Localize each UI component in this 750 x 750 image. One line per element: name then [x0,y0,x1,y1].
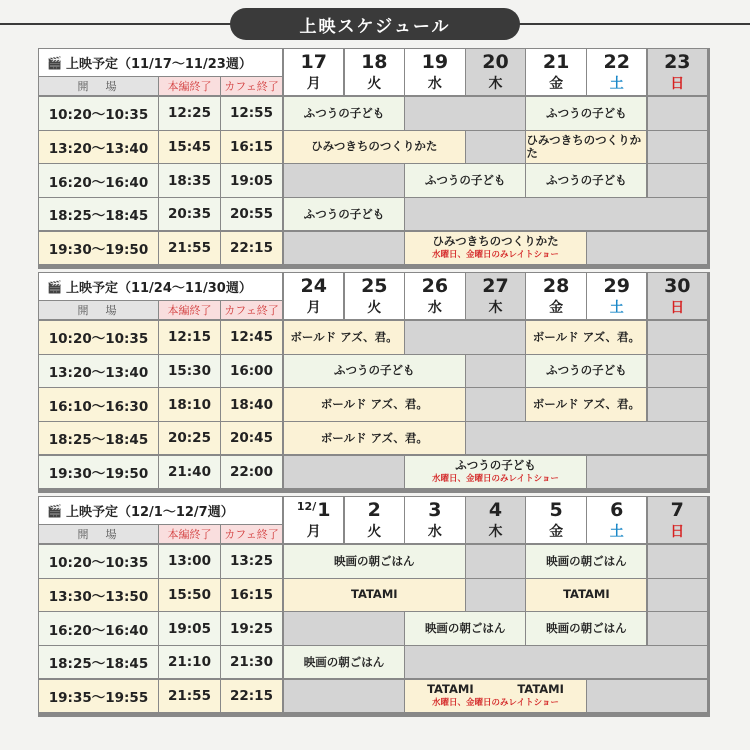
empty-slot [284,456,404,488]
page-title: 上映スケジュール [230,8,520,40]
column-label-cafe_end: カフェ終了 [221,525,282,543]
day-number [664,277,690,296]
late-show-note: 水曜日、金曜日のみレイトショー [432,249,559,260]
time-open: 16:20〜16:40 [39,612,158,644]
day-number-value: 5 [549,499,563,521]
day-number-value: 17 [300,51,327,73]
screening-title: ふつうの子ども [546,363,627,378]
day-header [526,273,585,319]
split-titles [405,683,586,696]
screening-title: TATAMI [517,682,564,697]
day-header [345,49,404,95]
empty-slot [648,545,707,577]
weekday: 金 [549,300,564,316]
screening-title: TATAMI [563,587,610,602]
day-header [284,49,343,95]
time-open: 10:20〜10:35 [39,97,158,129]
screening-slot[interactable] [284,321,404,353]
day-header [284,497,343,543]
weekday: 月 [306,76,321,92]
empty-slot [466,388,525,420]
screening-slot[interactable] [284,198,404,230]
late-show-note: 水曜日、金曜日のみレイトショー [432,473,559,484]
day-number-value: 3 [428,499,442,521]
screening-slot[interactable] [284,355,465,387]
weekday: 火 [367,300,382,316]
screening-title: 映画の朝ごはん [303,654,385,669]
week-heading [39,49,282,76]
day-number-value: 25 [361,275,388,297]
screening-title: ふつうの子ども [334,363,415,378]
time-end: 13:00 [159,545,220,577]
screening-slot[interactable] [284,131,465,163]
weekday: 木 [488,524,503,540]
time-end: 21:55 [159,232,220,264]
week-block [38,496,710,717]
day-number-value: 19 [421,51,449,73]
time-end: 12:25 [159,97,220,129]
day-header [466,273,525,319]
day-header [405,273,464,319]
day-number [422,53,448,72]
column-label-cafe_end: カフェ終了 [221,301,282,319]
screening-slot[interactable] [405,232,586,264]
day-number-value: 7 [670,499,684,521]
day-header [648,273,707,319]
screening-slot[interactable] [526,164,646,196]
empty-slot [466,422,707,454]
day-number-value: 22 [603,51,630,73]
empty-slot [405,646,707,678]
time-open: 16:10〜16:30 [39,388,158,420]
screening-slot[interactable] [405,612,525,644]
empty-slot [587,456,707,488]
day-number-value: 27 [482,275,509,297]
day-number [482,277,508,296]
time-cafe: 16:00 [221,355,282,387]
screening-slot[interactable] [284,422,465,454]
screening-slot[interactable] [284,579,465,611]
empty-slot [648,355,707,387]
screening-title: ひみつきちのつくりかた [311,139,438,154]
week-block [38,48,710,269]
weekday: 水 [427,76,442,92]
day-header [466,497,525,543]
time-end: 18:10 [159,388,220,420]
time-open: 19:30〜19:50 [39,232,158,264]
time-open: 19:30〜19:50 [39,456,158,488]
day-header [345,497,404,543]
weekday: 水 [427,300,442,316]
column-label-film_end: 本編終了 [159,525,220,543]
weekday: 金 [549,524,564,540]
empty-slot [466,579,525,611]
screening-title: TATAMI [427,682,474,697]
empty-slot [284,164,404,196]
time-end: 18:35 [159,164,220,196]
column-label-film_end: 本編終了 [159,301,220,319]
day-number [543,277,569,296]
day-header [526,49,585,95]
weekday: 月 [306,300,321,316]
screening-title: TATAMI [351,587,398,602]
day-number [603,277,629,296]
screening-title: ふつうの子ども [546,105,627,120]
weekday: 日 [670,300,685,316]
empty-slot [648,97,707,129]
empty-slot [405,321,525,353]
day-number-value: 20 [482,51,509,73]
screening-title: ふつうの子ども [303,206,385,221]
time-end: 12:15 [159,321,220,353]
empty-slot [466,131,525,163]
day-header [345,273,404,319]
clapperboard-icon: 🎬 [47,279,62,294]
day-number [300,277,326,296]
time-cafe: 16:15 [221,579,282,611]
weekday: 火 [367,76,382,92]
day-header [648,49,707,95]
day-header [587,273,646,319]
time-open: 19:35〜19:55 [39,680,158,712]
clapperboard-icon: 🎬 [47,503,62,518]
column-label-cafe_end: カフェ終了 [221,77,282,95]
weekday: 木 [488,76,503,92]
time-cafe: 19:25 [221,612,282,644]
day-header [587,49,646,95]
empty-slot [648,388,707,420]
column-label-open: 開 場 [39,301,158,319]
screening-slot[interactable] [405,456,586,488]
day-number-value: 18 [361,51,388,73]
screening-title: ひみつきちのつくりかた [432,234,559,249]
day-number-value: 29 [603,275,630,297]
day-header [648,497,707,543]
time-open: 18:25〜18:45 [39,198,158,230]
empty-slot [284,232,404,264]
screening-slot[interactable] [405,680,586,712]
day-number [361,53,387,72]
day-number [300,53,326,72]
day-number [610,501,623,520]
weekday: 火 [367,524,382,540]
screening-title: 映画の朝ごはん [424,620,506,635]
weekday: 木 [488,300,503,316]
time-cafe: 21:30 [221,646,282,678]
day-header [526,497,585,543]
day-number [422,277,448,296]
empty-slot [405,198,707,230]
empty-slot [648,612,707,644]
empty-slot [466,355,525,387]
week-heading-text: 上映予定（12/1〜12/7週） [65,505,234,520]
time-open: 18:25〜18:45 [39,646,158,678]
screening-slot[interactable] [526,321,646,353]
day-header [405,497,464,543]
week-heading-text: 上映予定（11/17〜11/23週） [65,57,252,72]
day-number [543,53,569,72]
screening-slot[interactable] [526,612,646,644]
empty-slot [648,321,707,353]
screening-title: ふつうの子ども [546,172,627,187]
time-cafe: 22:15 [221,680,282,712]
day-number [297,501,331,520]
screening-title: ふつうの子ども [455,458,536,473]
weekday: 金 [549,76,564,92]
time-open: 13:30〜13:50 [39,579,158,611]
empty-slot [648,164,707,196]
screening-slot[interactable] [526,388,646,420]
time-end: 15:30 [159,355,220,387]
screening-title: 映画の朝ごはん [546,553,627,568]
day-number [368,501,381,520]
time-end: 20:35 [159,198,220,230]
day-number-value: 21 [542,51,570,73]
time-end: 21:55 [159,680,220,712]
screening-title: ボールド アズ、君。 [532,396,640,411]
empty-slot [587,232,707,264]
column-label-open: 開 場 [39,77,158,95]
day-number-value: 24 [300,275,327,297]
time-open: 16:20〜16:40 [39,164,158,196]
week-heading [39,273,282,300]
time-open: 10:20〜10:35 [39,545,158,577]
empty-slot [648,579,707,611]
screening-title: ひみつきちのつくりかた [526,132,642,160]
time-open: 13:20〜13:40 [39,355,158,387]
day-number [603,53,629,72]
day-header [405,49,464,95]
day-number [664,53,690,72]
empty-slot [648,131,707,163]
day-number-value: 30 [664,275,691,297]
time-cafe: 19:05 [221,164,282,196]
screening-title: ふつうの子ども [424,172,506,187]
time-cafe: 16:15 [221,131,282,163]
time-end: 21:10 [159,646,220,678]
time-cafe: 18:40 [221,388,282,420]
time-cafe: 20:55 [221,198,282,230]
week-heading-text: 上映予定（11/24〜11/30週） [65,281,252,296]
weekday: 土 [609,524,624,540]
screening-title: ボールド アズ、君。 [320,430,428,445]
day-header [587,497,646,543]
time-open: 18:25〜18:45 [39,422,158,454]
screening-title: ボールド アズ、君。 [532,329,640,344]
time-open: 10:20〜10:35 [39,321,158,353]
screening-title: ボールド アズ、君。 [290,329,398,344]
day-number-value: 1 [317,499,331,521]
screening-slot[interactable] [284,545,465,577]
time-cafe: 12:55 [221,97,282,129]
screening-slot[interactable] [284,646,404,678]
day-number [361,277,387,296]
column-label-open: 開 場 [39,525,158,543]
day-number-value: 6 [610,499,624,521]
day-number [671,501,684,520]
column-label-film_end: 本編終了 [159,77,220,95]
empty-slot [284,612,404,644]
time-end: 15:50 [159,579,220,611]
screening-slot[interactable] [284,388,465,420]
time-cafe: 20:45 [221,422,282,454]
time-end: 19:05 [159,612,220,644]
time-end: 20:25 [159,422,220,454]
day-number [428,501,441,520]
screening-title: 映画の朝ごはん [334,553,415,568]
day-number-value: 2 [367,499,381,521]
weekday: 水 [427,524,442,540]
time-cafe: 13:25 [221,545,282,577]
day-number-value: 4 [488,499,503,521]
screening-slot[interactable] [526,355,646,387]
month-prefix: 12/ [296,500,317,513]
day-number-value: 23 [664,51,691,73]
empty-slot [284,680,404,712]
screening-title: ボールド アズ、君。 [320,396,428,411]
empty-slot [405,97,525,129]
late-show-note: 水曜日、金曜日のみレイトショー [432,697,559,708]
screening-title: 映画の朝ごはん [546,620,627,635]
screening-slot[interactable] [526,131,646,163]
day-header [466,49,525,95]
time-open: 13:20〜13:40 [39,131,158,163]
weekday: 月 [306,524,321,540]
weekday: 日 [670,524,685,540]
week-block [38,272,710,493]
screening-slot[interactable] [284,97,404,129]
time-end: 15:45 [159,131,220,163]
weekday: 土 [609,300,624,316]
weekday: 日 [670,76,685,92]
time-cafe: 12:45 [221,321,282,353]
empty-slot [466,545,525,577]
screening-title: ふつうの子ども [303,105,385,120]
clapperboard-icon: 🎬 [47,55,62,70]
time-cafe: 22:15 [221,232,282,264]
screening-slot[interactable] [526,97,646,129]
screening-slot[interactable] [526,545,646,577]
time-cafe: 22:00 [221,456,282,488]
day-number [489,501,502,520]
day-header [284,273,343,319]
time-end: 21:40 [159,456,220,488]
screening-slot[interactable] [405,164,525,196]
weekday: 土 [609,76,624,92]
day-number-value: 28 [542,275,570,297]
day-number [482,53,508,72]
day-number [549,501,562,520]
day-number-value: 26 [421,275,449,297]
empty-slot [587,680,707,712]
week-heading [39,497,282,524]
screening-slot[interactable] [526,579,646,611]
